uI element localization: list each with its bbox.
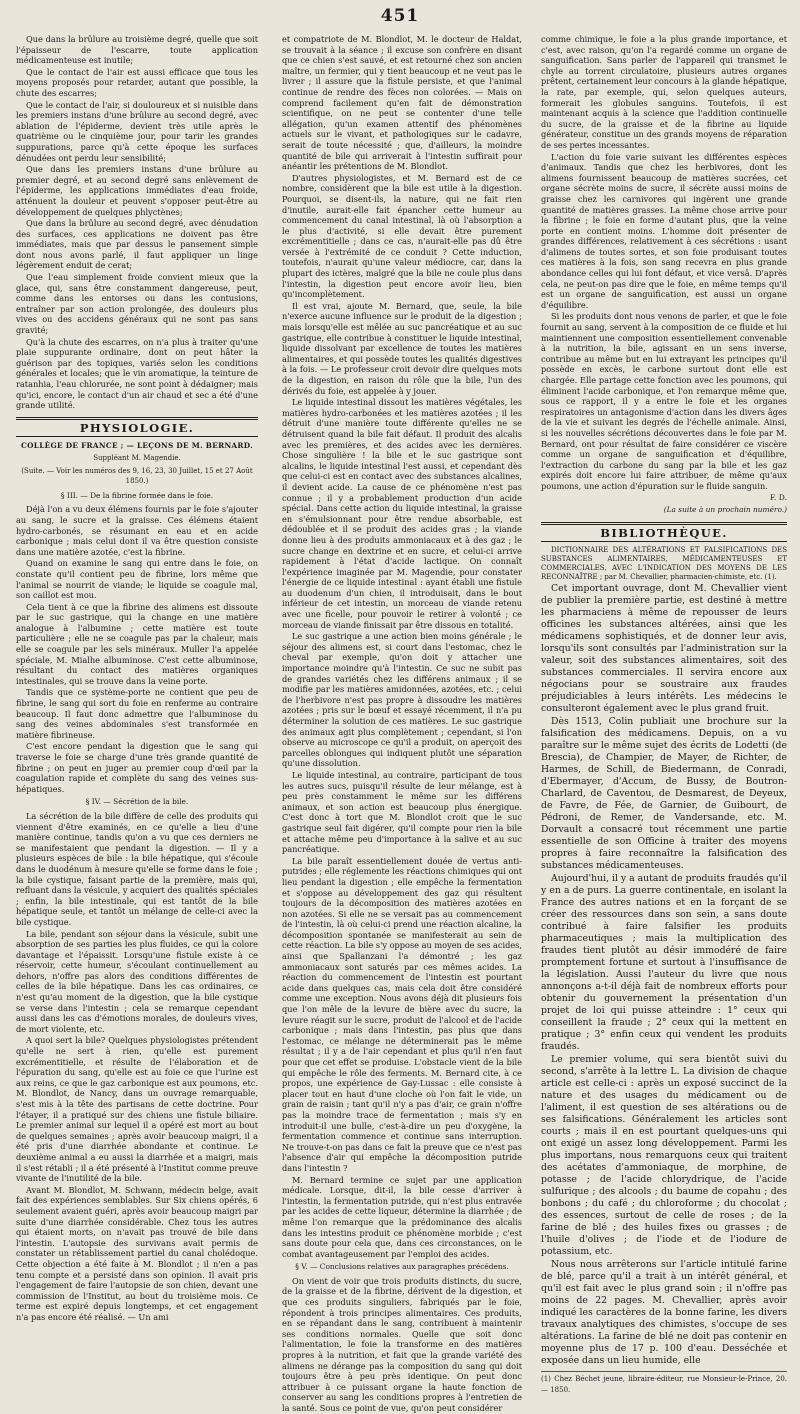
text-paragraph: comme chimique, le foie a la plus grande importance, et c'est, avec raison, qu'on l'a regardé comme un organe de sanguification. Sans parler de l'appareil qui transmet le chyle au torrent circulatoire, plusieurs autres organes prêtent, certainement leur concours à la glande hépatique, la rate, par exemple, qui, selon quelques auteurs, formerait les globules sanguins. Toutefois, il est maintenant acquis à la science que l'addition continuelle du sucre, de la graisse et de la fibrine au liquide générateur, constitue un des grands moyens de réparation de ses pertes incessantes. (541, 34, 787, 150)
text-paragraph: Le premier volume, qui sera bientôt suivi du second, s'arrête à la lettre L. La division de chaque article est celle-ci : après un exposé succinct de la nature et des usages du médicament ou de l'aliment, il est question de ses altérations ou de ses falsifications. Généralement les articles sont courts ; mais il en est pourtant quelques-uns qui ont exigé un assez long développement. Parmi les plus importans, nous remarquons ceux qui traitent des acétates d'ammoniaque, de morphine, de potasse ; de l'acide chlorydrique, de l'acide sulfurique ; des alcools ; du baume de copahu ; des bonbons ; du café ; du chloroforme ; du chocolat ; des essences, surtout de celle de roses ; de la farine de blé ; des huiles fixes ou grasses ; de l'huile d'olives ; de l'iode et de l'iodure de potassium, etc. (541, 1054, 787, 1258)
text-paragraph: Nous nous arrêterons sur l'article intitulé farine de blé, parce qu'il a trait à un intérêt général, et qu'il est fait avec le plus grand soin ; il n'offre pas moins de 22 pages. M. Chevallier, après avoir indiqué les caractères de la bonne farine, les divers travaux analytiques des chimistes, s'occupe de ses altérations. La farine de blé ne doit pas contenir en moyenne plus de 17 p. 100 d'eau. Desséchée et exposée dans un lieu humide, elle (541, 1259, 787, 1367)
footnote: (1) Chez Béchet jeune, libraire-éditeur, rue Monsieur-le-Prince, 20. — 1850. (541, 1371, 787, 1395)
text-paragraph: Qu'à la chute des escarres, on n'a plus à traiter qu'une plaie suppurante ordinaire, dont on peut hâter la guérison par des topiques, variés selon les conditions générales et locales; que le vin aromatique, la teinture de ratanhia, l'eau chlorurée, ne sont point à dédaigner; mais qu'ici, encore, le contact d'un air chaud et sec a été d'une grande utilité. (16, 336, 258, 411)
text-paragraph: Le suc gastrique a une action bien moins générale ; le séjour des alimens est, si court dans l'estomac, chez le cheval par exemple, qu'on doit y attacher une importance moindre qu'à l'intestin. Ce suc ne subit pas de grandes variétés chez les différens animaux ; il se modifie par les matières amidonnées, azotées, etc. ; celui de l'herbivore n'est pas propre à dissoudre les matières azotées ; pris sur le bœuf et essayé récemment, il n'a pu déterminer la solution de ces matières. Le suc gastrique des animaux agit plus complètement ; cependant, si l'on observe au microscope ce qu'il a produit, on aperçoit des parcelles oblongues qui indiquent plutôt une séparation qu'une dissolution. (282, 631, 522, 769)
text-paragraph: Que le contact de l'air est aussi efficace que tous les moyens proposés pour retarder, autant que possible, la chute des escarres; (16, 66, 258, 98)
course-note: (Suite. — Voir les numéros des 9, 16, 23, 30 Juillet, 15 et 27 Août 1850.) (21, 466, 253, 486)
text-paragraph: C'est encore pendant la digestion que le sang qui traverse le foie se charge d'une très grande quantité de fibrine ; on peut en juger au premier coup d'œil par la coagulation rapide et complète du sang des veines sus-hépatiques. (16, 741, 258, 794)
text-paragraph: Que dans les premiers instans d'une brûlure au premier degré, et au second degré sans enlèvement de l'épiderme, les applications immédiates d'eau froide, atténuent la douleur et peuvent s'opposer peut-être au développement de quelques phlyctènes; (16, 164, 258, 217)
section-heading: § IV. — Sécrétion de la bile. (85, 797, 189, 807)
text-paragraph: M. Bernard termine ce sujet par une application médicale. Lorsque, dit-il, la bile cesse d'arriver à l'intestin, la fermentation putride, qui n'est plus entravée par les acides de cette liqueur, détermine la diarrhée ; de même l'on remarque que la prédominance des alcalis dans les intestins produit ce phénomène morbide ; c'est sans doute pour cela que, dans ces circonstances, on le combat avantageusement par l'emploi des acides. (282, 1174, 522, 1259)
section-heading: § III. — De la fibrine formée dans le foie. (60, 490, 214, 500)
text-paragraph: Que dans la brûlure au second degré, avec dénudation des surfaces, ces applications ne doivent pas être immédiates, mais que par dessus le pansement simple dont nous avons parlé, il faut appliquer un linge légèrement enduit de cerat; (16, 218, 258, 271)
text-paragraph: Tandis que ce système-porte ne contient que peu de fibrine, le sang qui sort du foie en renferme au contraire beaucoup. Il faut donc admettre que l'albuminose du sang des veines abdominales s'est transformée en matière fibrineuse. (16, 687, 258, 740)
text-paragraph: Il est vrai, ajoute M. Bernard, que, seule, la bile n'exerce aucune influence sur le produit de la digestion ; mais lorsqu'elle est mêlée au suc pancréatique et au suc gastrique, elle contribue à constituer le liquide intestinal, liquide dissolvant par excellence de toutes les matières alimentaires, et qui possède toutes les qualités digestives à la fois. — Le professeur croit devoir dire quelques mots de la digestion, en raison du rôle que la bile, l'un des dérivés du foie, est appelée à y jouer. (282, 300, 522, 396)
section-title-physiologie: PHYSIOLOGIE. (16, 417, 258, 438)
text-paragraph: Cela tient à ce que la fibrine des alimens est dissoute par le suc gastrique, qui la change en une matière analogue à l'albumine ; cette matière est toute particulière ; elle ne se coagule pas par la chaleur, mais elle se coagule par les sels minéraux. Muller l'a appelée spéciale, M. Mialhe albuminose. C'est cette albuminose, résultant du contact des matières organiques intestinales, qui se trouve dans la veine porte. (16, 601, 258, 686)
course-title: COLLÈGE DE FRANCE ; — LEÇONS DE M. BERNARD. (21, 441, 253, 451)
text-paragraph: Aujourd'hui, il y a autant de produits fraudés qu'il y en a de purs. La guerre continentale, en isolant la France des autres nations et en la forçant de se créer des ressources dans son sein, a sans doute contribué à faire falsifier les produits pharmaceutiques ; mais la multiplication des fraudes tient plutôt au désir immodéré de faire promptement fortune et surtout à l'insuffisance de la législation. Aussi l'auteur du livre que nous annonçons a-t-il déjà fait de nombreux efforts pour obtenir du gouvernement la présentation d'un projet de loi qui puisse atteindre : 1° ceux qui conseillent la fraude ; 2° ceux qui la mettent en pratique ; 3° enfin ceux qui vendent les produits fraudés. (541, 873, 787, 1053)
column-middle (282, 34, 522, 1413)
text-paragraph: Que dans la brûlure au troisième degré, quelle que soit l'épaisseur de l'escarre, toute application médicamenteuse est inutile; (16, 34, 258, 66)
text-paragraph: On vient de voir que trois produits distincts, du sucre, de la graisse et de la fibrine, dérivent de la digestion, et que ces produits singuliers, fabriqués par le foie, répondent à trois principes alimentaires. Ces produits, en se répandant dans le sang, contribuent à maintenir ses conditions normales. Quelle que soit donc l'alimentation, le foie la transforme en des matières propres à la nutrition, et fait que la grande variété des alimens ne dérange pas la composition du sang qui doit toujours être à peu près identique. On peut donc attribuer à ce puissant organe la haute fonction de conserver au sang les conditions propres à l'entretien de la santé. Sous ce point de vue, qu'on peut considérer (282, 1275, 522, 1413)
continue-note: (La suite à un prochain numéro.) (663, 505, 787, 515)
text-paragraph: Que le contact de l'air, si douloureux et si nuisible dans les premiers instans d'une brûlure au second degré, avec ablation de l'épiderme, devient très utile après le quatrième ou le cinquième jour, pour tarir les grandes suppurations, parce qu'à cette époque les surfaces dénudées ont perdu leur sensibilité; (16, 99, 258, 163)
text-paragraph: Le liquide intestinal, au contraire, participant de tous les autres sucs, puisqu'il résulte de leur mélange, est à peu près constamment le même sur les différens animaux, et son action est beaucoup plus énergique. C'est donc à tort que M. Blondlot croit que le suc gastrique seul fait digérer, qu'il compte pour rien la bile et attache même peu d'importance à la salive et au suc pancréatique. (282, 769, 522, 855)
column-right (541, 34, 787, 1394)
text-paragraph: La bile, pendant son séjour dans la vésicule, subit une absorption de ses parties les plus fluides, ce qui la colore davantage et l'épaissit. Lorsqu'une fistule existe à ce réservoir, cette humeur, s'écoulant continuellement au dehors, n'offre pas alors des conditions différentes de celles de la bile hépatique. Dans les cas ordinaires, ce n'est qu'au moment de la digestion, que la bile cystique se verse dans l'intestin ; cela se remarque cependant aussi dans les cas d'émotions morales, de douleurs vives, de mort violente, etc. (16, 928, 258, 1034)
section-title-bibliotheque: BIBLIOTHÈQUE. (541, 522, 787, 543)
text-paragraph: Le liquide intestinal dissout les matières végétales, les matières hydro-carbonées et les matières azotées ; il les détruit d'une manière toute différente qu'elles ne se détruisent quand la bile fait défaut. Il produit des alcalis avec les premières, et des acides avec les dernières. Chose singulière ! la bile et le suc gastrique sont alcalins, le liquide intestinal l'est aussi, et cependant dès que celui-ci est en contact avec des substances alcalines, il devient acide. La cause de ce phénomène n'est pas connue ; il y a probablement production d'un acide spécial. Dans cette action du liquide intestinal, la graisse en s'émulsionnant pour être rendue absorbable, est dédoublée et il se produit des acides gras ; la viande donne lieu à des produits ammoniacaux et à des gaz ; le sucre change en dextrine et en sucre, et celui-ci arrive rapidement à l'état d'acide lactique. On connaît l'expérience imaginée par M. Magendie, pour constater l'énergie de ce liquide intestinal : ayant établi une fistule au duodenum d'un chien, il introduisait, dans le bout inférieur de cet intestin, un morceau de viande retenu avec une ficelle, pour pouvoir le retirer à volonté ; ce morceau de viande finissait par être dissous en totalité. (282, 397, 522, 630)
column-left (16, 34, 258, 1322)
text-paragraph: Avant M. Blondlot, M. Schwann, médecin belge, avait fait des expériences semblables. Sur Six chiens opérés, 6 seulement avaient guéri, après avoir beaucoup maigri par suite d'une diarrhée considérable. Chez tous les autres qui étaient morts, on n'avait pas trouvé de bile dans l'intestin. L'autopsie des survivans avait permis de constater un rétablissement partiel du canal cholédoque. Cette objection a été faite à M. Blondlot ; il n'en a pas tenu compte et a persisté dans son opinion. Il avait pris l'engagement de faire l'autopsie de son chien, devant une commission de l'Institut, au bout du troisième mois. Ce terme est expiré depuis longtemps, et cet engagement n'a pas encore été réalisé. — Un ami (16, 1184, 258, 1322)
text-paragraph: D'autres physiologistes, et M. Bernard est de ce nombre, considèrent que la bile est utile à la digestion. Pourquoi, se disent-ils, la nature, qui ne fait rien d'inutile, aurait-elle fait épancher cette humeur au commencement du canal intestinal, là où l'absorption a le plus d'activité, si elle devait être purement excrémentitielle ; dans ce cas, n'aurait-elle pas dû être versée à l'extrémité de ce conduit ? Cette induction, toutefois, n'aurait qu'une valeur médiocre, car, dans la plupart des ictères, malgré que la bile ne coule plus dans l'intestin, la digestion peut encore avoir lieu, bien qu'incomplètement. (282, 172, 522, 300)
text-paragraph: Cet important ouvrage, dont M. Chevallier vient de publier la première partie, est destiné à mettre les pharmaciens à même de repousser de leurs officines les substances altérées, ainsi que les médicamens sophistiqués, et de donner leur avis, lorsqu'ils sont consultés par l'administration sur la valeur, soit des substances alimentaires, soit des substances commerciales. Il servira encore aux négocians pour se soustraire aux fraudes préjudiciables à leurs intérêts. Les médecins le consulteront également avec le plus grand fruit. (541, 583, 787, 715)
text-paragraph: La bile paraît essentiellement douée de vertus anti-putrides ; elle réglemente les réactions chimiques qui ont lieu pendant la digestion ; elle empêche la fermentation et s'oppose au développement des gaz qui résultent toujours de la décomposition des matières azotées en non azotées. Si elle ne se versait pas au commencement de l'intestin, là où celui-ci prend une réaction alcaline, la décomposition spontanée se manifesterait au sein de cette réaction. La bile s'y oppose au moyen de ses acides, ainsi que Spallanzani l'a démontré ; les gaz ammoniacaux sont saturés par ces mêmes acides. La réaction du commencement de l'intestin est pourtant acide dans quelques cas, mais cela doit être considéré comme une exception. Nous avons déjà dit plusieurs fois que l'on mêle de la levure de bière avec du sucre, la levure réagit sur le sucre, produit de l'alcool et de l'acide carbonique ; mais dans l'intestin, pas plus que dans l'estomac, ce mélange ne déterminerait pas le même résultat ; il y a de l'air cependant et plus qu'il n'en faut pour que cet effet se produise. L'obstacle vient de la bile qui empêche le rôle des ferments. M. Bernard cite, à ce propos, une expérience de Gay-Lussac : elle consiste à placer tout en haut d'une cloche où l'on fait le vide, un grain de raisin ; tant qu'il n'y a pas d'air, ce grain n'offre pas la moindre trace de fermentation ; mais s'y en introduit-il une bulle, c'est-à-dire un peu d'oxygène, la fermentation commence et continue sans interruption. Ne trouve-t-on pas dans ce fait la preuve que ce n'est pas l'absence d'air qui empêche la décomposition putride dans l'intestin ? (282, 855, 522, 1173)
text-paragraph: Dès 1513, Colin publiait une brochure sur la falsification des médicamens. Depuis, on a vu paraître sur le même sujet des écrits de Lodetti (de Brescia), de Champier, de Mayer, de Richter, de Harmes, de Schill, de Biedermann, de Conradi, d'Ebermayer, d'Accum, de Bussy, de Boutron-Charlard, de Caventou, de Desmarest, de Deyeux, de Favre, de Fée, de Garnier, de Guibourt, de Pédroni, de Remer, de Vandersande, etc. M. Dorvault a consacré tout récemment une partie essentielle de son Officine à traiter des moyens propres à faire reconnaître la falsification des substances médicamenteuses. (541, 716, 787, 872)
text-paragraph: La sécrétion de la bile diffère de celle des produits qui viennent d'être examinés, en ce qu'elle a lieu d'une manière continue, tandis qu'on a vu que ces derniers ne se manifestaient que pendant la digestion. — Il y a plusieurs espèces de bile : la bile hépatique, qui s'écoule dans le duodénum à mesure qu'elle se forme dans le foie ; la bile cystique, faisant partie de la première, mais qui, refluant dans la vésicule, y acquiert des qualités spéciales ; enfin, la bile intestinale, qui est tantôt de la bile hépatique seule, et tantôt un mélange de celle-ci avec la bile cystique. (16, 810, 258, 927)
text-paragraph: Déjà l'on a vu deux élémens fournis par le foie s'ajouter au sang, le sucre et la graisse. Ces élémens étaient hydro-carbonés, se résumant en eau et en acide carbonique ; mais celui dont il va être question consiste dans une matière azotée, c'est la fibrine. (16, 504, 258, 557)
text-paragraph: L'action du foie varie suivant les différentes espèces d'animaux. Tandis que chez les herbivores, dont les alimens fournissent beaucoup de matières sucrées, cet organe sécrète moins de sucre, il sécrète aussi moins de graisse chez les carnivores qui ingèrent une grande quantité de matières grasses. La même chose arrive pour la fibrine ; le foie en forme d'autant plus, que la veine porte en contient moins. L'homme doit présenter de grandes différences, relativement à ces sécrétions : usant d'alimens de toutes sortes, et son foie produisant toutes ces matières à la fois, son sang recevra en plus grande abondance celles qui lui font défaut, et vice versâ. D'après cela, ne peut-on pas dire que le foie, en même temps qu'il est un organe de sanguification, est aussi un organe d'équilibre. (541, 151, 787, 310)
author-signature: F. D. (769, 492, 787, 502)
text-paragraph: Quand on examine le sang qui entre dans le foie, on constate qu'il contient peu de fibrine, lors même que l'animal se nourrit de viande; le liquide se coagule mal, son caillot est mou. (16, 558, 258, 601)
text-paragraph: A quoi sert la bile? Quelques physiologistes prétendent qu'elle ne sert à rien, qu'elle est purement excrémentitielle, et résulte de l'élaboration et de l'épuration du sang, qu'elle est au foie ce que l'urine est aux reins, ce que le gaz carbonique est aux poumons, etc. M. Blondlot, de Nancy, dans un ouvrage remarquable, s'est mis à la tête des partisans de cette doctrine. Pour l'étayer, il a pratiqué sur des chiens une fistule biliaire. Le premier animal sur lequel il a opéré est mort au bout de quelques semaines ; après avoir beaucoup maigri, il a été pris d'une diarrhée abondante et continue. Le deuxième animal a eu aussi la diarrhée et a maigri, mais il s'est rétabli ; il a été présenté à l'Institut comme preuve vivante de l'inutilité de la bile. (16, 1035, 258, 1184)
text-paragraph: Que l'eau simplement froide convient mieux que la glace, qui, sans être constamment dangereuse, peut, comme dans les entorses ou dans les contusions, entraîner par son action prolongée, des douleurs plus vives ou des accidens généraux qui ne sont pas sans gravité; (16, 272, 258, 336)
section-heading: § V. — Conclusions relatives aux paragraphes précédens. (295, 1262, 509, 1272)
text-paragraph: Si les produits dont nous venons de parler, et que le foie fournit au sang, servent à la composition de ce fluide et lui maintiennent une composition essentiellement convenable à la nutrition, la bile, agissant en un sens inverse, contribue au même but en lui extrayant les principes qu'il possède en excès, le carbone surtout dont elle est chargée. Elle partage cette fonction avec les poumons, qui éliminent l'acide carbonique, et l'on remarque même que, sous ce rapport, il y a entre le foie et les organes respiratoires un antagonisme d'action dans les divers âges de la vie et suivant les degrés de l'échelle animale. Ainsi, si les nouvelles sécrétions découvertes dans le foie par M. Bernard, ont pour résultat de faire considérer ce viscère comme un organe de sanguification et d'équilibre, l'extraction du carbone du sang par la bile et les gaz expirés doit encore lui faire attribuer, de même qu'aux poumons, une action d'épuration sur le fluide sanguin. (541, 311, 787, 491)
text-paragraph: et compatriote de M. Blondlot, M. le docteur de Haldat, se trouvait à la séance ; il excuse son confrère en disant que ce chien s'est sauvé, et est retourné chez son ancien maître, un fermier, qui y tient beaucoup et ne veut pas le livrer ; il assure que la fistule persiste, et que l'animal continue de rendre des fèces non colorées. — Mais on comprend facilement qu'en fait de démonstration scientifique, on ne peut se contenter d'une telle allégation, qu'un examen attentif des phénomènes actuels sur le vivant, et pathologiques sur le cadavre, serait de toute nécessité ; que, d'ailleurs, la moindre quantité de bile qui arriverait à l'intestin suffirait pour anéantir les prétentions de M. Blondlot. (282, 34, 522, 172)
book-heading: DICTIONNAIRE DES ALTÉRATIONS ET FALSIFICATIONS DES SUBSTANCES ALIMENTAIRES, MÉDICAMENTEUSES ET COMMERCIALES, AVEC L'INDICATION DES MOYENS DE LES RECONNAÎTRE ; par M. Chevallier, pharmacien-chimiste, etc. (1). (541, 546, 787, 582)
page-number: 451 (380, 6, 420, 26)
course-subtitle: Suppléant M. Magendie. (93, 453, 181, 462)
